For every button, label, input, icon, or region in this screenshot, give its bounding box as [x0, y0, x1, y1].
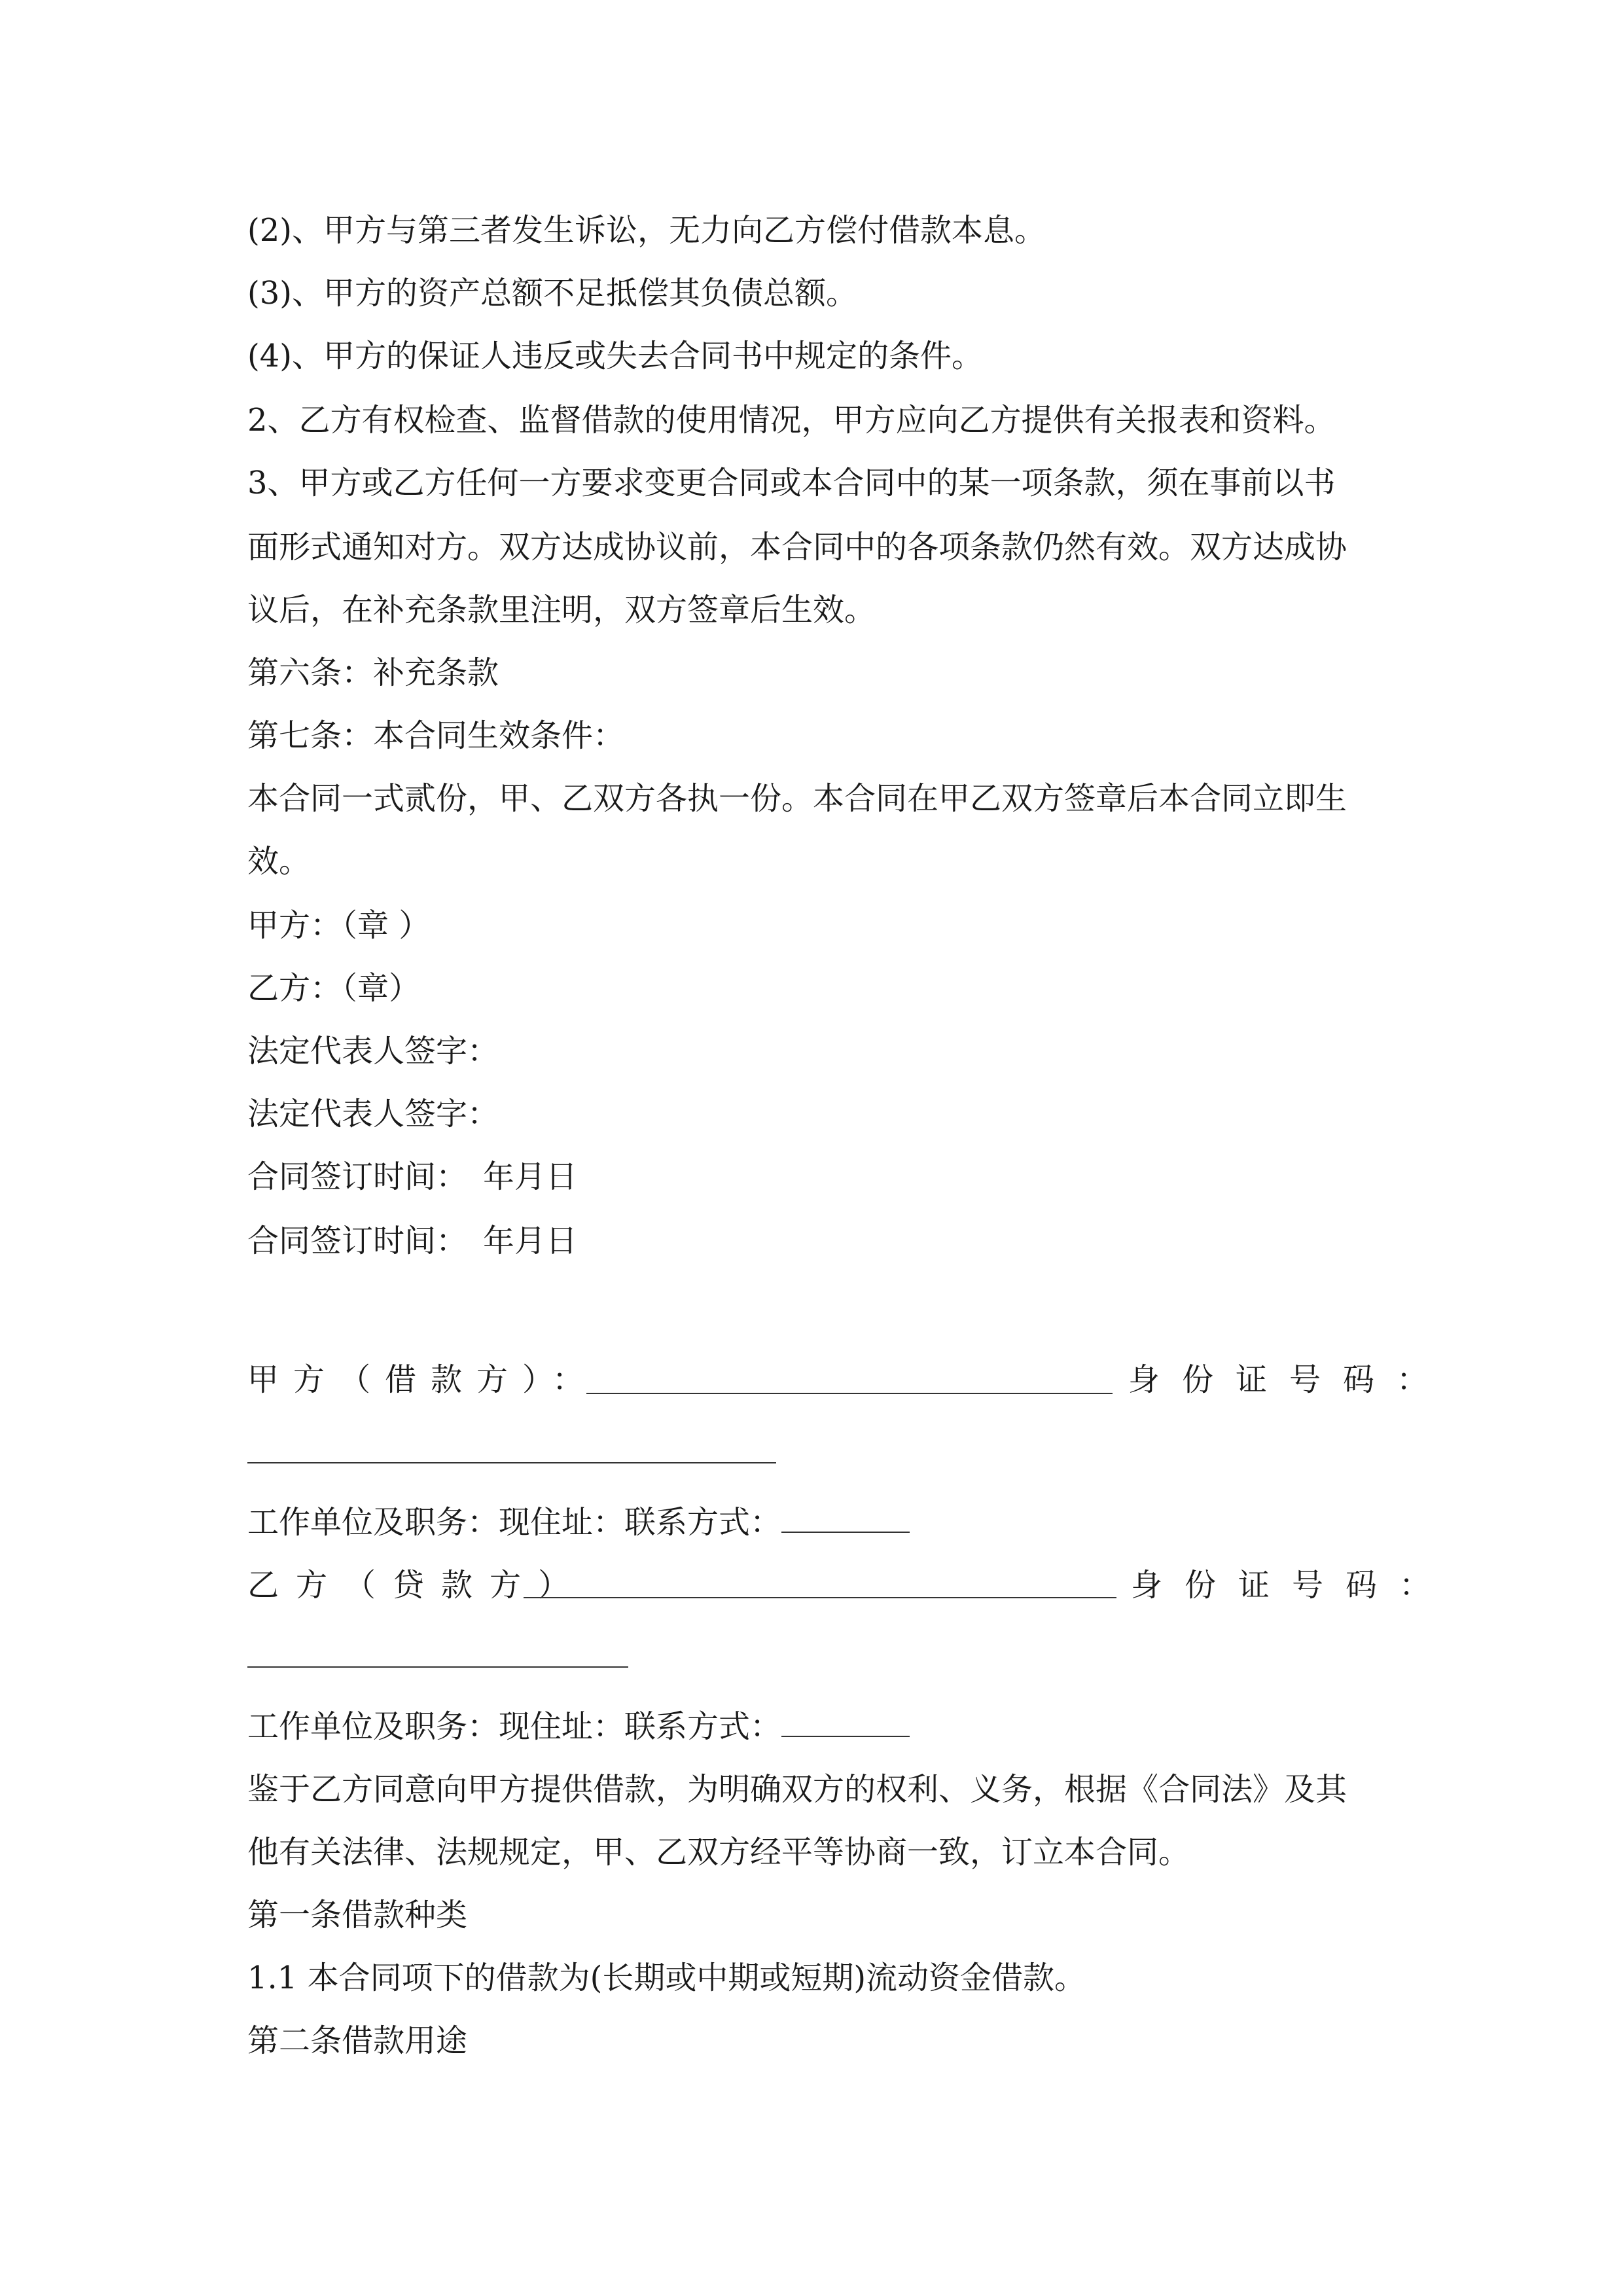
- party-b-label: 乙方（贷款方）: [247, 1567, 587, 1604]
- clause-inspection-right: 2、乙方有权检查、监督借款的使用情况，甲方应向乙方提供有关报表和资料。: [247, 402, 1336, 439]
- article-7-heading: 第七条：本合同生效条件：: [247, 717, 625, 754]
- legal-rep-signature-2: 法定代表人签字：: [247, 1096, 499, 1132]
- article-2-heading: 第二条借款用途: [247, 2022, 468, 2059]
- signing-date-1: 合同签订时间： 年月日: [247, 1158, 578, 1195]
- clause-2-lawsuit: (2)、甲方与第三者发生诉讼，无力向乙方偿付借款本息。: [247, 212, 1046, 249]
- party-b-id-label: 身份证号码：: [1131, 1567, 1454, 1604]
- party-b-name-blank[interactable]: [524, 1597, 1116, 1598]
- party-a-work-label: 工作单位及职务：现住址：联系方式：: [247, 1504, 782, 1541]
- party-b-work-info: [247, 1707, 910, 1746]
- article-6-heading: 第六条：补充条款: [247, 655, 499, 691]
- preamble-line-1: 鉴于乙方同意向甲方提供借款，为明确双方的权利、义务，根据《合同法》及其: [247, 1771, 1347, 1808]
- party-a-id-blank[interactable]: [247, 1462, 776, 1463]
- effectiveness-line-1: 本合同一式贰份，甲、乙双方各执一份。本合同在甲乙双方签章后本合同立即生: [247, 780, 1347, 817]
- signing-date-2: 合同签订时间： 年月日: [247, 1223, 578, 1259]
- party-b-seal: 乙方：（章）: [247, 970, 421, 1007]
- legal-rep-signature-1: 法定代表人签字：: [247, 1033, 499, 1069]
- clause-amendment-text-1: 3、甲方或乙方任何一方要求变更合同或本合同中的某一项条款，须在事前以书: [247, 465, 1336, 501]
- clause-3-assets: (3)、甲方的资产总额不足抵偿其负债总额。: [247, 275, 857, 312]
- party-a-contact-blank[interactable]: [781, 1503, 910, 1533]
- clause-amendment-line-2: 面形式通知对方。双方达成协议前，本合同中的各项条款仍然有效。双方达成协: [247, 529, 1347, 565]
- clause-amendment-line-3: 议后，在补充条款里注明，双方签章后生效。: [247, 592, 876, 628]
- effectiveness-line-2: 效。: [247, 843, 311, 880]
- clause-amendment-line-1: [247, 463, 1377, 503]
- party-b-work-label: 工作单位及职务：现住址：联系方式：: [247, 1708, 782, 1745]
- clause-4-guarantor: (4)、甲方的保证人违反或失去合同书中规定的条件。: [247, 338, 983, 374]
- party-a-label: 甲方（借款方）：: [247, 1361, 599, 1398]
- party-b-id-blank[interactable]: [247, 1666, 628, 1668]
- party-a-name-blank[interactable]: [586, 1393, 1113, 1394]
- party-a-id-label: 身份证号码：: [1128, 1361, 1451, 1398]
- party-a-work-info: [247, 1503, 910, 1542]
- party-b-contact-blank[interactable]: [781, 1707, 910, 1737]
- article-1-heading: 第一条借款种类: [247, 1897, 468, 1933]
- preamble-line-2: 他有关法律、法规规定，甲、乙双方经平等协商一致，订立本合同。: [247, 1834, 1190, 1871]
- party-a-seal: 甲方：（章 ）: [247, 907, 431, 944]
- article-1-1: 1.1 本合同项下的借款为(长期或中期或短期)流动资金借款。: [247, 1960, 1086, 1996]
